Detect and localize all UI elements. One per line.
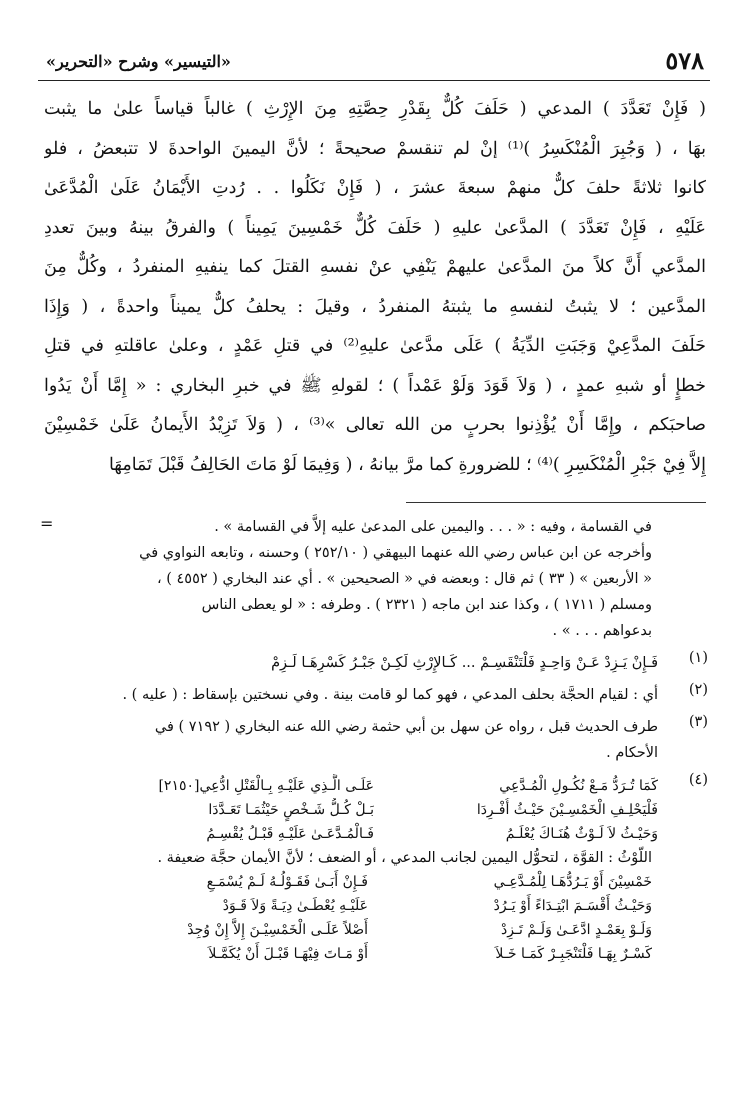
verse-row [116, 798, 658, 822]
footnote-line: الأحكام . [606, 745, 658, 761]
verse-block-b [40, 870, 652, 966]
page-header [38, 38, 710, 81]
verse-row [40, 918, 652, 942]
verse-row [116, 822, 658, 846]
continuation-mark: = [40, 514, 54, 533]
verse-hemistich: فَـإِنْ أَبَـىٰ فَقَـوْلُـهُ لَـمْ يُسْمَـعِ [206, 874, 368, 890]
main-line: إِلاَّ فِيْ جَبْرِ الْمُنْكَسِرِ )⁽⁴⁾ ؛ للضرورةِ كما مرَّ بيانهُ ، ( وَفِيمَا لَوْ مَاتَ الحَالِفُ قَبْلَ تَمَامِهَا [108, 454, 706, 475]
continuation-line: ومسلم ( ١٧١١ ) ، وكذا عند ابن ماجه ( ٢٣٢١ ) . وطرفه : « لو يعطى الناس [201, 597, 652, 613]
verse-hemistich: بَـلْ كُـلُّ شَـخْصٍ حَيْثُمَـا تَعَـدَّدَا [208, 802, 374, 818]
footnote-line: فَـإِنْ يَـزِدْ عَـنْ وَاحِـدٍ فَلْتَنْقَسِـمْ ... كَـالإِرْثِ لَكِـنْ جَبْـرُ كَسْرِهَـا لَـزِمْ [271, 655, 658, 671]
footnote-4 [40, 772, 708, 846]
continuation-line: وأخرجه عن ابن عباس رضي الله عنهما البيهقي ( ٢٥٢/١٠ ) وحسنه ، وتابعه النواوي في [139, 545, 652, 561]
verse-hemistich: أَوْ مَـاتَ فِيْهَـا قَبْـلَ أَنْ يُكَمَّـلاَ [208, 946, 368, 962]
verse-hemistich: فَلْيَحْلِـفِ الْخَمْسِـيْنَ حَيْـثُ أُفْـرِدَا [476, 802, 658, 818]
main-line: المدَّعي أَنَّ كلاً منَ المدَّعىٰ عليهمْ يَنْفِي عنْ نفسهِ القتلَ كما ينفيهِ المنفردُ ، وكُلٌّ مِنَ [44, 257, 706, 277]
footnote-line: أي : لقيام الحجَّة بحلف المدعي ، فهو كما لو قامت بينة . وفي نسختين بإسقاط : ( عليه ) . [122, 687, 658, 703]
verse-row [40, 894, 652, 918]
verse-row [116, 774, 658, 798]
footnotes-section [40, 514, 708, 966]
main-line: كانوا ثلاثةً حلفَ كلٌّ منهمْ سبعةَ عشرَ ، ( فَإِنْ نَكَلُوا . . رُدتِ الأَيْمَانُ عَلَىٰ الْمُدَّعَىٰ [44, 178, 706, 198]
main-line: المدَّعين ؛ لا يثبتُ لنفسهِ ما يثبتهُ المنفردُ ، وقيلَ : يحلفُ كلٌّ يميناً واحدةً ، ( وَإِذَا [44, 296, 706, 317]
footnote-1 [40, 650, 708, 676]
verse-hemistich: كَمَا تُـرَدُّ مَـعْ نُكُـولِ الْمُـدَّعِي [499, 778, 658, 794]
footnote-2 [40, 682, 708, 708]
footnote-3 [40, 714, 708, 766]
verse-block-a [116, 774, 658, 846]
footnote-number: (١) [688, 650, 708, 666]
continuation-line: « الأربعين » ( ٣٣ ) ثم قال : وبعضه في « الصحيحين » . أي عند البخاري ( ٤٥٥٢ ) ، [156, 571, 652, 587]
footnote-line: طرف الحديث قبل ، رواه عن سهل بن أبي حثمة رضي الله عنه البخاري ( ٧١٩٢ ) في [154, 719, 658, 735]
main-text [44, 90, 706, 485]
page-number: ٥٧٨ [665, 46, 704, 75]
main-line: خطإٍ أو شبهِ عمدٍ ، ( وَلاَ قَوَدَ وَلَوْ عَمْداً ) ؛ لقولهِ ﷺ في خبرِ البخاري : « إِمَّا أَنْ يَدُوا [44, 375, 706, 396]
running-title: «التيسير» وشرح «التحرير» [46, 52, 231, 71]
footnote-divider [406, 502, 706, 503]
verse-hemistich: وَحَيْـثُ أَقْسَـمَ ابْتِـدَاءً أَوْ يَـرُدْ [493, 898, 652, 914]
verse-row [40, 942, 652, 966]
lawth-explanation: اللَّوْثُ : القوَّة ، لتحوُّل اليمين لجانب المدعي ، أو الضعف ؛ لأنَّ الأيمان حجَّة ضعيفة . [157, 850, 652, 866]
verse-hemistich: وَحَيْـثُ لاَ لَـوْثٌ هُنَـاكَ يُعْلَـمُ [505, 826, 658, 842]
verse-row [40, 870, 652, 894]
footnote-number: (٢) [688, 682, 708, 698]
main-line: عَلَيْهِ ، فَإِنْ تَعَدَّدَ ) المدَّعىٰ عليهِ ( حَلَفَ كُلٌّ خَمْسِينَ يَمِيناً ) والفرقُ بينهُ وبينَ تعددِ [44, 217, 706, 238]
footnote-number: (٤) [688, 772, 708, 788]
verse-hemistich: خَمْسِيْنَ أَوْ يَـرُدُّهَـا لِلْمُـدَّعِـي [493, 874, 652, 890]
footnote-number: (٣) [688, 714, 708, 730]
continuation-line: في القسامة ، وفيه : « . . . واليمين على المدعىٰ عليه إلاَّ في القسامة » . [214, 519, 652, 535]
verse-hemistich: فَـالْمُـدَّعَـىٰ عَلَيْـهِ قَبْـلُ يُقْسِـمُ [206, 826, 374, 842]
footnote-continuation [40, 514, 652, 644]
main-line: صاحبَكم ، وإِمَّا أَنْ يُؤْذِنوا بحربٍ من الله تعالى »⁽³⁾ ، ( وَلاَ تَزِيْدُ الأَيمانُ عَلَىٰ خَمْسِيْنَ [44, 415, 706, 435]
main-line: ( فَإِنْ تَعَدَّدَ ) المدعي ( حَلَفَ كُلٌّ بِقَدْرِ حِصَّتِهِ مِنَ الإِرْثِ ) غالباً قياساً علىٰ ما يثبت [44, 99, 706, 119]
main-line: حَلَفَ المدَّعِيْ وَجَبَتِ الدِّيَةُ ) عَلَى مدَّعىٰ عليهِ⁽²⁾ في قتلِ عَمْدٍ ، وعلىٰ عاقلتهِ في قتلِ [44, 336, 706, 356]
verse-hemistich: عَلَـى الَّـذِي عَلَيْـهِ بِـالْقَتْلِ ادُّعِي[٢١٥٠] [158, 778, 374, 794]
main-line: بهَا ، ( وَجُبِرَ الْمُنْكَسِرُ )⁽¹⁾ إنْ لم تنقسمْ صحيحةً ؛ لأنَّ اليمينَ الواحدةَ لا تتبعضُ ، فلو [44, 138, 706, 159]
verse-hemistich: أَصْلاً عَلَـى الْخَمْسِيْـنَ إِلاَّ إِنْ وُجِدْ [187, 922, 368, 938]
verse-hemistich: عَلَيْـهِ يُعْطَـىٰ دِيَـةً وَلاَ قَـوَدْ [222, 898, 368, 914]
verse-hemistich: كَسْـرٌ بِهَـا فَلْتَنْجَبِـرْ كَمَـا خَـلاَ [495, 946, 652, 962]
verse-hemistich: وَلَـوْ بِعَمْـدٍ ادَّعَـىٰ وَلَـمْ تَـزِدْ [500, 922, 652, 938]
continuation-line: بدعواهم . . . » . [552, 623, 652, 639]
